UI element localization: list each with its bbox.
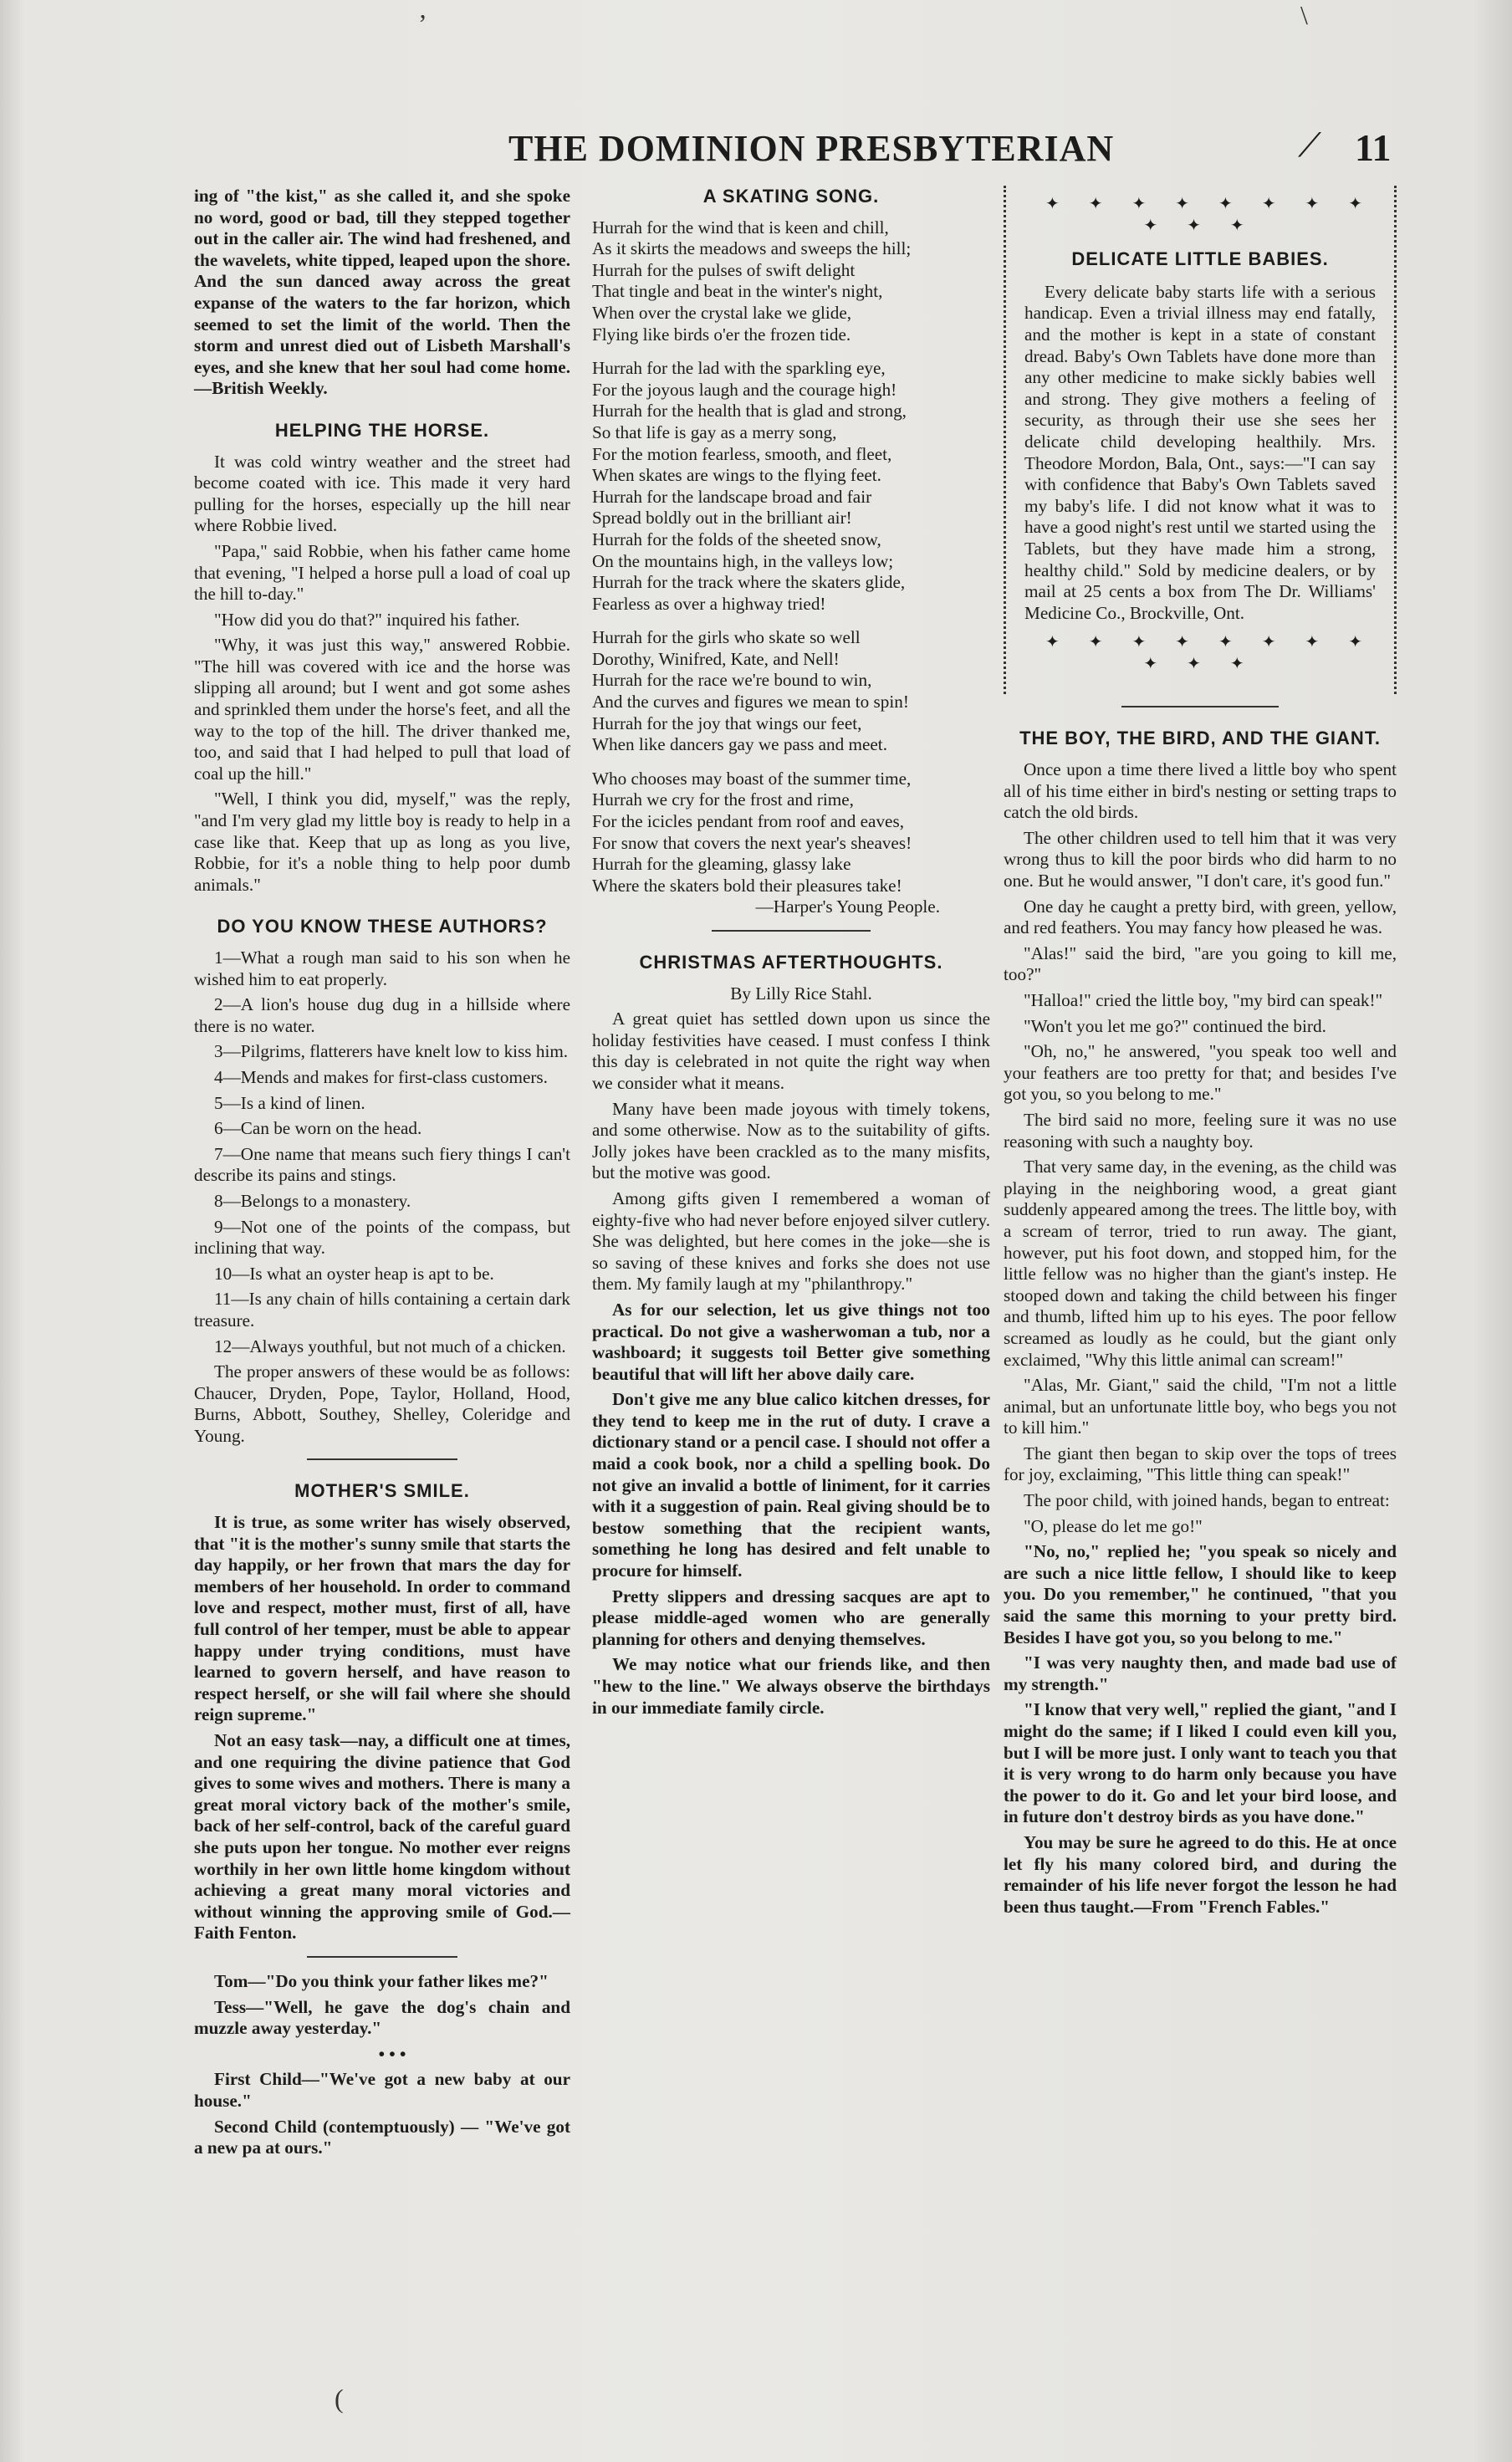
story-paragraph: "Won't you let me go?" continued the bird.: [1024, 1015, 1326, 1036]
story-paragraph: The poor child, with joined hands, began to entreat:: [1024, 1490, 1390, 1511]
puzzle-item: 6—Can be worn on the head.: [214, 1118, 422, 1139]
poem-line: Hurrah for the pulses of swift delight: [592, 259, 856, 280]
poem-line: Hurrah for the lad with the sparkling eye,: [592, 358, 886, 379]
poem-line: Hurrah for the gleaming, glassy lake: [592, 854, 851, 875]
skating-song-heading: A SKATING SONG.: [702, 186, 880, 207]
puzzle-item: 1—What a rough man said to his son when he wished him to eat properly.: [194, 948, 570, 989]
poem-line: Hurrah for the joy that wings our feet,: [592, 713, 862, 733]
joke-line: First Child—"We've got a new baby at our house.": [194, 2069, 570, 2111]
puzzle-answers: The proper answers of these would be as follows: Chaucer, Dryden, Pope, Taylor, Holland, Hood, Burns, Abbott, Southey, Shelley, Coleridge and Young.: [194, 1361, 570, 1446]
page-number: 11: [1355, 126, 1392, 169]
article-paragraph: It is true, as some writer has wisely observed, that "it is the mother's sunny smile that starts the day happily, or her frown that mars the day for members of her household. In order to command love and respect, mother must, first of all, have full control of her temper, must be able to appear happy under trying conditions, must have learned to govern herself, and have reason to respect herself, or she will fail where she should reign supreme.": [194, 1512, 570, 1725]
poem-line: So that life is gay as a merry song,: [592, 421, 837, 442]
story-paragraph: Once upon a time there lived a little boy who spent all of his time either in bird's nesting or setting traps to catch the old birds.: [1004, 759, 1397, 823]
section-rule: [307, 1956, 457, 1958]
article-paragraph: Many have been made joyous with timely tokens, and some otherwise. Now as to the suitability of gifts. Jolly jokes have been crackled as to the many misfits, but the motive was good.: [592, 1098, 990, 1183]
column-left: [194, 186, 570, 2163]
poem-line: When skates are wings to the flying feet.: [592, 465, 881, 486]
article-paragraph: "Well, I think you did, myself," was the reply, "and I'm very glad my little boy is ready to help in a case like that. Keep that up as long as you live, Robbie, for it's a noble thing to help poor dumb animals.": [194, 789, 570, 895]
story-paragraph: The other children used to tell him that it was very wrong thus to kill the poor birds who did harm to no one. But he would answer, "I don't care, it's good fun.": [1004, 827, 1397, 891]
poem-line: Where the skaters bold their pleasures take!: [592, 875, 902, 896]
skating-song-poem: [592, 217, 990, 918]
mothers-smile-article: [194, 1512, 570, 1944]
poem-line: Flying like birds o'er the frozen tide.: [592, 324, 851, 345]
poem-line: Hurrah for the folds of the sheeted snow,: [592, 529, 881, 549]
section-rule: [307, 1458, 457, 1460]
poem-line: Hurrah for the race we're bound to win,: [592, 670, 872, 691]
poem-line: When over the crystal lake we glide,: [592, 302, 852, 323]
story-paragraph: "I know that very well," replied the giant, "and I might do the same; if I liked I could even kill you, but I will be more just. I only want to teach you that it is very wrong to do harm only because you have the power to do it. Go and let your bird loose, and in future don't destroy birds as you have done.": [1004, 1699, 1397, 1827]
puzzle-item: 7—One name that means such fiery things I can't describe its pains and stings.: [194, 1143, 570, 1186]
puzzle-item: 9—Not one of the points of the compass, but inclining that way.: [194, 1216, 570, 1259]
story-paragraph: "No, no," replied he; "you speak so nicely and are such a nice little fellow, I should like to keep you. Do you remember," he continued, "that you said the same this morning to your pretty bird. Besides I have got you, so you belong to me.": [1004, 1541, 1397, 1647]
story-paragraph: "Halloa!" cried the little boy, "my bird can speak!": [1024, 990, 1383, 1010]
star-border-bottom: ✦ ✦ ✦ ✦ ✦ ✦ ✦ ✦ ✦ ✦ ✦: [1045, 633, 1376, 673]
authors-puzzle: [194, 948, 570, 1447]
story-paragraph: "Oh, no," he answered, "you speak too well and your feathers are too pretty for that; and besides I've got you, so you belong to me.": [1004, 1041, 1397, 1105]
poem-line: Spread boldly out in the brilliant air!: [592, 508, 852, 529]
puzzle-item: 12—Always youthful, but not much of a chicken.: [214, 1336, 566, 1356]
poem-line: Dorothy, Winifred, Kate, and Nell!: [592, 648, 840, 669]
puzzle-item: 4—Mends and makes for first-class customers.: [214, 1066, 548, 1087]
joke-line: Second Child (contemptuously) — "We've got a new pa at ours.": [194, 2116, 570, 2158]
poem-line: For snow that covers the next year's sheaves!: [592, 832, 912, 853]
article-paragraph: Don't give me any blue calico kitchen dresses, for they tend to keep me in the rut of duty. I crave a dictionary stand or a pencil case. I should not offer a maid a cook book, nor a child a spelling book. Do not give an invalid a bottle of liniment, for it carries with it a suggestion of pain. Real giving should be to bestow something that the recipient wants, something he long has desired and felt unable to procure for himself.: [592, 1389, 990, 1581]
ink-mark: \: [1300, 0, 1308, 30]
ink-mark: ʼ: [418, 8, 427, 38]
helping-horse-article: [194, 452, 570, 896]
poem-line: For the icicles pendant from roof and eaves,: [592, 811, 905, 832]
puzzle-item: 5—Is a kind of linen.: [214, 1092, 365, 1113]
poem-line: On the mountains high, in the valleys low;: [592, 550, 894, 571]
article-paragraph: A great quiet has settled down upon us since the holiday festivities have ceased. I must confess I think this day is celebrated in not quite the right way when we consider what it means.: [592, 1009, 990, 1093]
puzzle-item: 11—Is any chain of hills containing a certain dark treasure.: [194, 1289, 570, 1331]
helping-horse-heading: HELPING THE HORSE.: [274, 419, 490, 441]
story-paragraph: The giant then began to skip over the tops of trees for joy, exclaiming, "This little thing can speak!": [1004, 1443, 1397, 1485]
story-continuation: ing of "the kist," as she called it, and she spoke no word, good or bad, till they stepped together out in the caller air. The wind had freshened, and the wavelets, white tipped, leaped upon the shore. And the sun danced away across the great expanse of the waters to the far horizon, which seemed to set the limit of the world. Then the storm and unrest died out of Lisbeth Marshall's eyes, and she knew that her soul had come home.—British Weekly.: [194, 186, 570, 399]
article-paragraph: Not an easy task—nay, a difficult one at times, and one requiring the divine patience that God gives to some wives and mothers. There is many a great moral victory back of the mother's smile, back of her self-control, back of the careful guard she puts upon her tongue. No mother ever reigns worthily in her own little home kingdom without achieving a great many moral victories and without winning the approving smile of God.—Faith Fenton.: [194, 1730, 570, 1944]
boy-bird-giant-story: [1004, 759, 1397, 1918]
story-paragraph: "Alas!" said the bird, "are you going to kill me, too?": [1004, 942, 1397, 985]
masthead-title: THE DOMINION PRESBYTERIAN: [508, 128, 1115, 169]
joke-line: Tess—"Well, he gave the dog's chain and muzzle away yesterday.": [194, 1996, 570, 2039]
article-paragraph: "How did you do that?" inquired his father.: [214, 609, 520, 630]
article-paragraph: It was cold wintry weather and the street had become coated with ice. This made it very hard pulling for the horses, especially up the hill near where Robbie lived.: [194, 451, 570, 536]
story-paragraph: That very same day, in the evening, as the child was playing in the neighboring wood, a great giant suddenly appeared among the trees. The little boy, with a scream of terror, tried to run away. The giant, however, put his foot down, and stopped him, for the little fellow was no higher than the giant's instep. He stooped down and taking the child between his finger and thumb, lifted him up to his eyes. The poor fellow screamed as loudly as he could, but the giant only exclaimed, "Why this little animal can scream!": [1004, 1157, 1397, 1370]
column-middle: [592, 186, 990, 1723]
poem-line: When like dancers gay we pass and meet.: [592, 734, 887, 755]
section-rule: [1121, 706, 1279, 707]
puzzle-item: 10—Is what an oyster heap is apt to be.: [214, 1263, 494, 1284]
boy-bird-giant-heading: THE BOY, THE BIRD, AND THE GIANT.: [1019, 728, 1381, 749]
poem-line: Hurrah for the wind that is keen and chill,: [592, 217, 889, 238]
story-paragraph: You may be sure he agreed to do this. He at once let fly his many colored bird, and during the remainder of his life never forgot the lesson he had been thus taught.—From "French Fables.": [1004, 1831, 1397, 1917]
story-paragraph: "I was very naughty then, and made bad use of my strength.": [1004, 1652, 1397, 1694]
article-paragraph: Among gifts given I remembered a woman of eighty-five who had never before enjoyed silver cutlery. She was delighted, but here comes in the joke—she is so saving of these knives and forks she does not use them. My family laugh at my "philanthropy.": [592, 1188, 990, 1295]
article-paragraph: "Why, it was just this way," answered Robbie. "The hill was covered with ice and the horse was slipping all around; but I went and got some ashes and sprinkled them under the horse's feet, and all the way to the top of the hill. The driver thanked me, too, and said that I had helped to pull that load of coal up the hill.": [194, 635, 570, 784]
story-paragraph: "O, please do let me go!": [1024, 1515, 1203, 1536]
poem-line: For the joyous laugh and the courage high!: [592, 379, 897, 400]
christmas-heading: CHRISTMAS AFTERTHOUGHTS.: [639, 952, 943, 973]
story-paragraph: One day he caught a pretty bird, with green, yellow, and red feathers. You may fancy how pleased he was.: [1004, 896, 1397, 938]
mothers-smile-heading: MOTHER'S SMILE.: [294, 1480, 470, 1502]
ink-mark: ⟋: [1298, 126, 1321, 164]
poem-line: As it skirts the meadows and sweeps the hill;: [592, 238, 912, 259]
section-rule: [712, 930, 871, 932]
poem-line: Hurrah for the track where the skaters glide,: [592, 572, 906, 593]
article-paragraph: We may notice what our friends like, and then "hew to the line." We always observe the birthdays in our immediate family circle.: [592, 1654, 990, 1718]
star-border-top: ✦ ✦ ✦ ✦ ✦ ✦ ✦ ✦ ✦ ✦ ✦: [1045, 195, 1376, 235]
poem-attribution: —Harper's Young People.: [755, 896, 940, 917]
advert-text: Every delicate baby starts life with a serious handicap. Even a trivial illness may end fatally, and the mother is kept in a state of constant dread. Baby's Own Tablets have done more than any other medicine to make sickly babies well and strong. They give mothers a feeling of security, as through their use she sees her delicate child developing healthily. Mrs. Theodore Mordon, Bala, Ont., says:—"I can say with confidence that Baby's Own Tablets saved my baby's life. I did not know what it was to have a good night's rest until we started using the Tablets, but they have made him a strong, healthy child." Sold by medicine dealers, or by mail at 25 cents a box from The Dr. Williams' Medicine Co., Brockville, Ont.: [1024, 281, 1376, 623]
article-byline: By Lilly Rice Stahl.: [730, 983, 872, 1004]
poem-line: Fearless as over a highway tried!: [592, 593, 826, 614]
babies-heading: DELICATE LITTLE BABIES.: [1071, 248, 1329, 270]
puzzle-item: 8—Belongs to a monastery.: [214, 1190, 411, 1211]
story-paragraph: The bird said no more, feeling sure it was no use reasoning with such a naughty boy.: [1004, 1109, 1397, 1152]
article-paragraph: Pretty slippers and dressing sacques are apt to please middle-aged women who are generally planning for others and denying themselves.: [592, 1586, 990, 1649]
poem-line: Hurrah for the health that is glad and strong,: [592, 401, 907, 421]
article-paragraph: As for our selection, let us give things not too practical. Do not give a washerwoman a tub, nor a washboard; it suggests toil Better give something beautiful that will lift her above daily care.: [592, 1299, 990, 1384]
story-paragraph: "Alas, Mr. Giant," said the child, "I'm not a little animal, but an unfortunate little boy, who begs you not to kill him.": [1004, 1375, 1397, 1438]
authors-heading: DO YOU KNOW THESE AUTHORS?: [217, 916, 548, 937]
poem-line: Who chooses may boast of the summer time,: [592, 768, 912, 789]
poem-line: Hurrah for the girls who skate so well: [592, 627, 861, 648]
poem-line: For the motion fearless, smooth, and fleet,: [592, 443, 892, 464]
poem-line: Hurrah for the landscape broad and fair: [592, 486, 872, 507]
joke-line: Tom—"Do you think your father likes me?": [214, 1970, 549, 1991]
article-paragraph: "Papa," said Robbie, when his father came home that evening, "I helped a horse pull a load of coal up the hill to-day.": [194, 540, 570, 605]
puzzle-item: 3—Pilgrims, flatterers have knelt low to kiss him.: [214, 1041, 569, 1062]
ink-mark: (: [335, 2383, 344, 2413]
advert-box: [1004, 186, 1397, 694]
column-right: [1004, 186, 1397, 1922]
jokes-section: [194, 1971, 570, 2159]
joke-separator: • • •: [378, 2043, 406, 2064]
poem-line: That tingle and beat in the winter's night,: [592, 281, 883, 302]
poem-line: And the curves and figures we mean to spin!: [592, 692, 909, 713]
christmas-article: [592, 1009, 990, 1719]
poem-line: Hurrah we cry for the frost and rime,: [592, 789, 854, 810]
puzzle-item: 2—A lion's house dug dug in a hillside where there is no water.: [194, 994, 570, 1036]
